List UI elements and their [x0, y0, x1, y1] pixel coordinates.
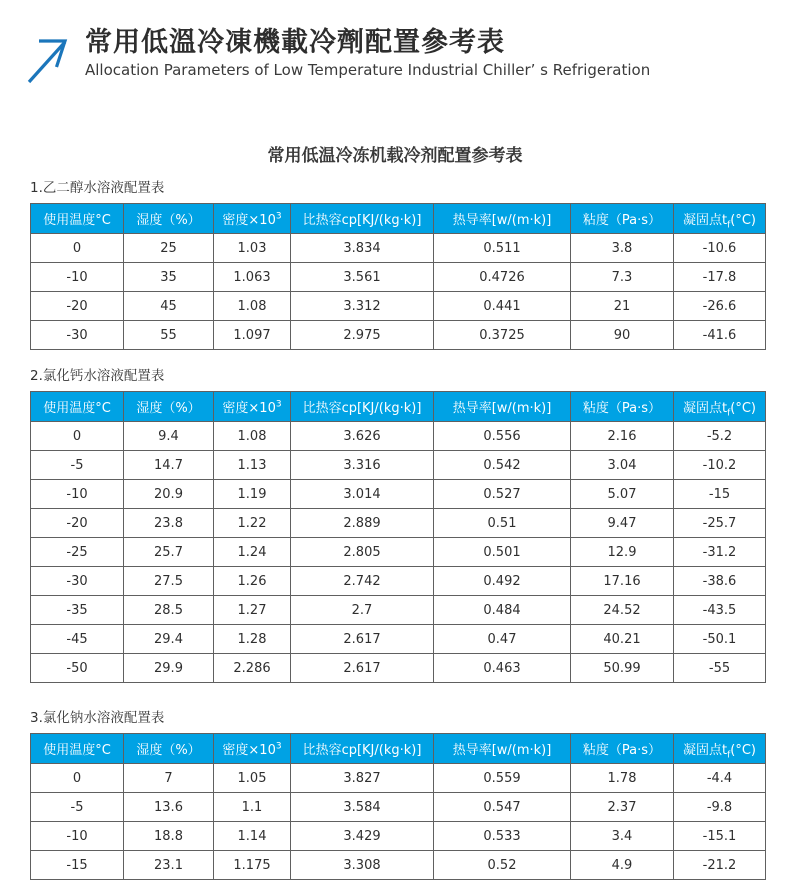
page-header — [0, 0, 790, 85]
table-cell: 40.21 — [571, 625, 674, 654]
table-row — [31, 292, 766, 321]
table-row — [31, 451, 766, 480]
table-cell: -55 — [674, 654, 766, 683]
table-cell: 0.484 — [434, 596, 571, 625]
table-cell: 0 — [31, 234, 124, 263]
table-cell: 25.7 — [124, 538, 214, 567]
table-cell: 3.014 — [291, 480, 434, 509]
table-header-row — [31, 734, 766, 764]
table-row — [31, 596, 766, 625]
table-cell: 1.28 — [214, 625, 291, 654]
table-header-row — [31, 392, 766, 422]
table-cell: -41.6 — [674, 321, 766, 350]
table-cell: 1.08 — [214, 292, 291, 321]
table-cell: 0.47 — [434, 625, 571, 654]
table-cell: 1.22 — [214, 509, 291, 538]
table-cell: 7 — [124, 764, 214, 793]
table-cell: -5.2 — [674, 422, 766, 451]
column-header: 密度$\times 10^3$ — [214, 204, 291, 234]
table-cell: 1.03 — [214, 234, 291, 263]
column-header: 使用温度°C — [31, 734, 124, 764]
table-cell: 3.04 — [571, 451, 674, 480]
table-cell: 0.547 — [434, 793, 571, 822]
table-cell: 3.316 — [291, 451, 434, 480]
table-cell: 5.07 — [571, 480, 674, 509]
table-cell: 1.19 — [214, 480, 291, 509]
table-row — [31, 567, 766, 596]
page-subtitle: Allocation Parameters of Low Temperature Industrial Chiller’ s Refrigeration — [85, 61, 651, 79]
table-cell: 0.501 — [434, 538, 571, 567]
table-row — [31, 851, 766, 880]
table-cell: 24.52 — [571, 596, 674, 625]
column-header: 湿度（%） — [124, 734, 214, 764]
table-row — [31, 321, 766, 350]
table-cell: 2.742 — [291, 567, 434, 596]
table-cell: -10 — [31, 263, 124, 292]
column-header: 热导率[w/(m·k)] — [434, 392, 571, 422]
table-cell: 90 — [571, 321, 674, 350]
sodium-chloride-solution-table — [30, 733, 766, 880]
table-cell: -50.1 — [674, 625, 766, 654]
table-cell: 0.4726 — [434, 263, 571, 292]
table-cell: 0.559 — [434, 764, 571, 793]
table-cell: 0 — [31, 764, 124, 793]
table-cell: -25.7 — [674, 509, 766, 538]
table-cell: 1.08 — [214, 422, 291, 451]
table-cell: 13.6 — [124, 793, 214, 822]
column-header: 粘度（Pa·s） — [571, 392, 674, 422]
column-header: 粘度（Pa·s） — [571, 734, 674, 764]
table-cell: -10.2 — [674, 451, 766, 480]
table-row — [31, 764, 766, 793]
table-row — [31, 538, 766, 567]
table-cell: 7.3 — [571, 263, 674, 292]
column-header: 凝固点$t_f(^\circ C)$ — [674, 204, 766, 234]
section-label-ethylene-glycol: 1.乙二醇水溶液配置表 — [30, 180, 165, 196]
ethylene-glycol-solution-table — [30, 203, 766, 350]
table-cell: 55 — [124, 321, 214, 350]
table-cell: -4.4 — [674, 764, 766, 793]
table-cell: 1.097 — [214, 321, 291, 350]
table-cell: -15 — [674, 480, 766, 509]
table-cell: -20 — [31, 509, 124, 538]
table-cell: 1.13 — [214, 451, 291, 480]
column-header: 密度$\times 10^3$ — [214, 392, 291, 422]
table-cell: 0.51 — [434, 509, 571, 538]
table-cell: 2.889 — [291, 509, 434, 538]
table-cell: -5 — [31, 451, 124, 480]
table-cell: 1.78 — [571, 764, 674, 793]
table-cell: 3.308 — [291, 851, 434, 880]
column-header: 湿度（%） — [124, 392, 214, 422]
table-cell: 14.7 — [124, 451, 214, 480]
table-cell: 21 — [571, 292, 674, 321]
table-cell: -45 — [31, 625, 124, 654]
table-cell: 1.05 — [214, 764, 291, 793]
table-cell: 28.5 — [124, 596, 214, 625]
column-header: 凝固点$t_f(^\circ C)$ — [674, 392, 766, 422]
table-cell: 0.3725 — [434, 321, 571, 350]
table-cell: 12.9 — [571, 538, 674, 567]
table-cell: 45 — [124, 292, 214, 321]
table-cell: -38.6 — [674, 567, 766, 596]
column-header: 热导率[w/(m·k)] — [434, 734, 571, 764]
table-cell: -21.2 — [674, 851, 766, 880]
table-cell: -17.8 — [674, 263, 766, 292]
table-cell: 2.975 — [291, 321, 434, 350]
table-cell: 0.52 — [434, 851, 571, 880]
table-cell: 2.805 — [291, 538, 434, 567]
table-cell: -35 — [31, 596, 124, 625]
table-cell: -25 — [31, 538, 124, 567]
table-cell: 50.99 — [571, 654, 674, 683]
table-cell: 1.26 — [214, 567, 291, 596]
table-cell: 3.834 — [291, 234, 434, 263]
table-cell: -9.8 — [674, 793, 766, 822]
table-cell: -30 — [31, 321, 124, 350]
table-cell: 3.584 — [291, 793, 434, 822]
table-row — [31, 654, 766, 683]
column-header: 比热容cp[KJ/(kg·k)] — [291, 734, 434, 764]
table-cell: -10 — [31, 822, 124, 851]
table-row — [31, 422, 766, 451]
column-header: 比热容cp[KJ/(kg·k)] — [291, 204, 434, 234]
table-cell: 1.24 — [214, 538, 291, 567]
table-cell: 29.9 — [124, 654, 214, 683]
column-header: 热导率[w/(m·k)] — [434, 204, 571, 234]
table-cell: 29.4 — [124, 625, 214, 654]
table-cell: 2.617 — [291, 654, 434, 683]
header-text-block — [85, 27, 650, 79]
table-cell: 18.8 — [124, 822, 214, 851]
table-cell: 17.16 — [571, 567, 674, 596]
column-header: 凝固点$t_f(^\circ C)$ — [674, 734, 766, 764]
table-cell: 0.542 — [434, 451, 571, 480]
table-cell: 9.47 — [571, 509, 674, 538]
table-cell: 0.533 — [434, 822, 571, 851]
section-label-sodium-chloride: 3.氯化钠水溶液配置表 — [30, 710, 165, 726]
table-cell: 1.063 — [214, 263, 291, 292]
table-cell: 1.27 — [214, 596, 291, 625]
table-cell: -43.5 — [674, 596, 766, 625]
table-cell: 3.561 — [291, 263, 434, 292]
table-row — [31, 234, 766, 263]
table-cell: -10.6 — [674, 234, 766, 263]
table-cell: 0.463 — [434, 654, 571, 683]
table-cell: 3.429 — [291, 822, 434, 851]
table-cell: 2.37 — [571, 793, 674, 822]
table-cell: 0.527 — [434, 480, 571, 509]
table-row — [31, 509, 766, 538]
table-cell: 0.441 — [434, 292, 571, 321]
column-header: 使用温度°C — [31, 392, 124, 422]
table-cell: 2.16 — [571, 422, 674, 451]
table-cell: 20.9 — [124, 480, 214, 509]
table-cell: 0.492 — [434, 567, 571, 596]
table-cell: 2.7 — [291, 596, 434, 625]
column-header: 比热容cp[KJ/(kg·k)] — [291, 392, 434, 422]
table-row — [31, 625, 766, 654]
table-row — [31, 822, 766, 851]
table-cell: -26.6 — [674, 292, 766, 321]
table-cell: 1.1 — [214, 793, 291, 822]
table-cell: -15 — [31, 851, 124, 880]
table-cell: 3.4 — [571, 822, 674, 851]
table-cell: 1.175 — [214, 851, 291, 880]
table-row — [31, 793, 766, 822]
table-cell: 23.1 — [124, 851, 214, 880]
column-header: 密度$\times 10^3$ — [214, 734, 291, 764]
table-cell: 3.8 — [571, 234, 674, 263]
table-cell: -15.1 — [674, 822, 766, 851]
section-label-calcium-chloride: 2.氯化钙水溶液配置表 — [30, 368, 165, 384]
table-cell: 3.626 — [291, 422, 434, 451]
table-cell: 0.511 — [434, 234, 571, 263]
calcium-chloride-solution-table — [30, 391, 766, 683]
table-cell: -31.2 — [674, 538, 766, 567]
table-cell: 2.617 — [291, 625, 434, 654]
table-cell: 9.4 — [124, 422, 214, 451]
page-title: 常用低溫冷凍機載冷劑配置參考表 — [85, 27, 505, 58]
column-header: 粘度（Pa·s） — [571, 204, 674, 234]
table-row — [31, 263, 766, 292]
table-cell: 2.286 — [214, 654, 291, 683]
table-cell: 35 — [124, 263, 214, 292]
table-cell: -20 — [31, 292, 124, 321]
table-cell: -50 — [31, 654, 124, 683]
table-header-row — [31, 204, 766, 234]
table-cell: 1.14 — [214, 822, 291, 851]
table-cell: 3.312 — [291, 292, 434, 321]
table-cell: 25 — [124, 234, 214, 263]
table-cell: -5 — [31, 793, 124, 822]
table-cell: -30 — [31, 567, 124, 596]
table-cell: 27.5 — [124, 567, 214, 596]
column-header: 使用温度°C — [31, 204, 124, 234]
table-cell: 23.8 — [124, 509, 214, 538]
column-header: 湿度（%） — [124, 204, 214, 234]
table-cell: -10 — [31, 480, 124, 509]
table-cell: 0 — [31, 422, 124, 451]
document-title: 常用低温冷冻机载冷剂配置参考表 — [267, 146, 523, 166]
table-cell: 0.556 — [434, 422, 571, 451]
arrow-up-right-icon — [24, 31, 70, 85]
table-cell: 4.9 — [571, 851, 674, 880]
table-cell: 3.827 — [291, 764, 434, 793]
table-row — [31, 480, 766, 509]
